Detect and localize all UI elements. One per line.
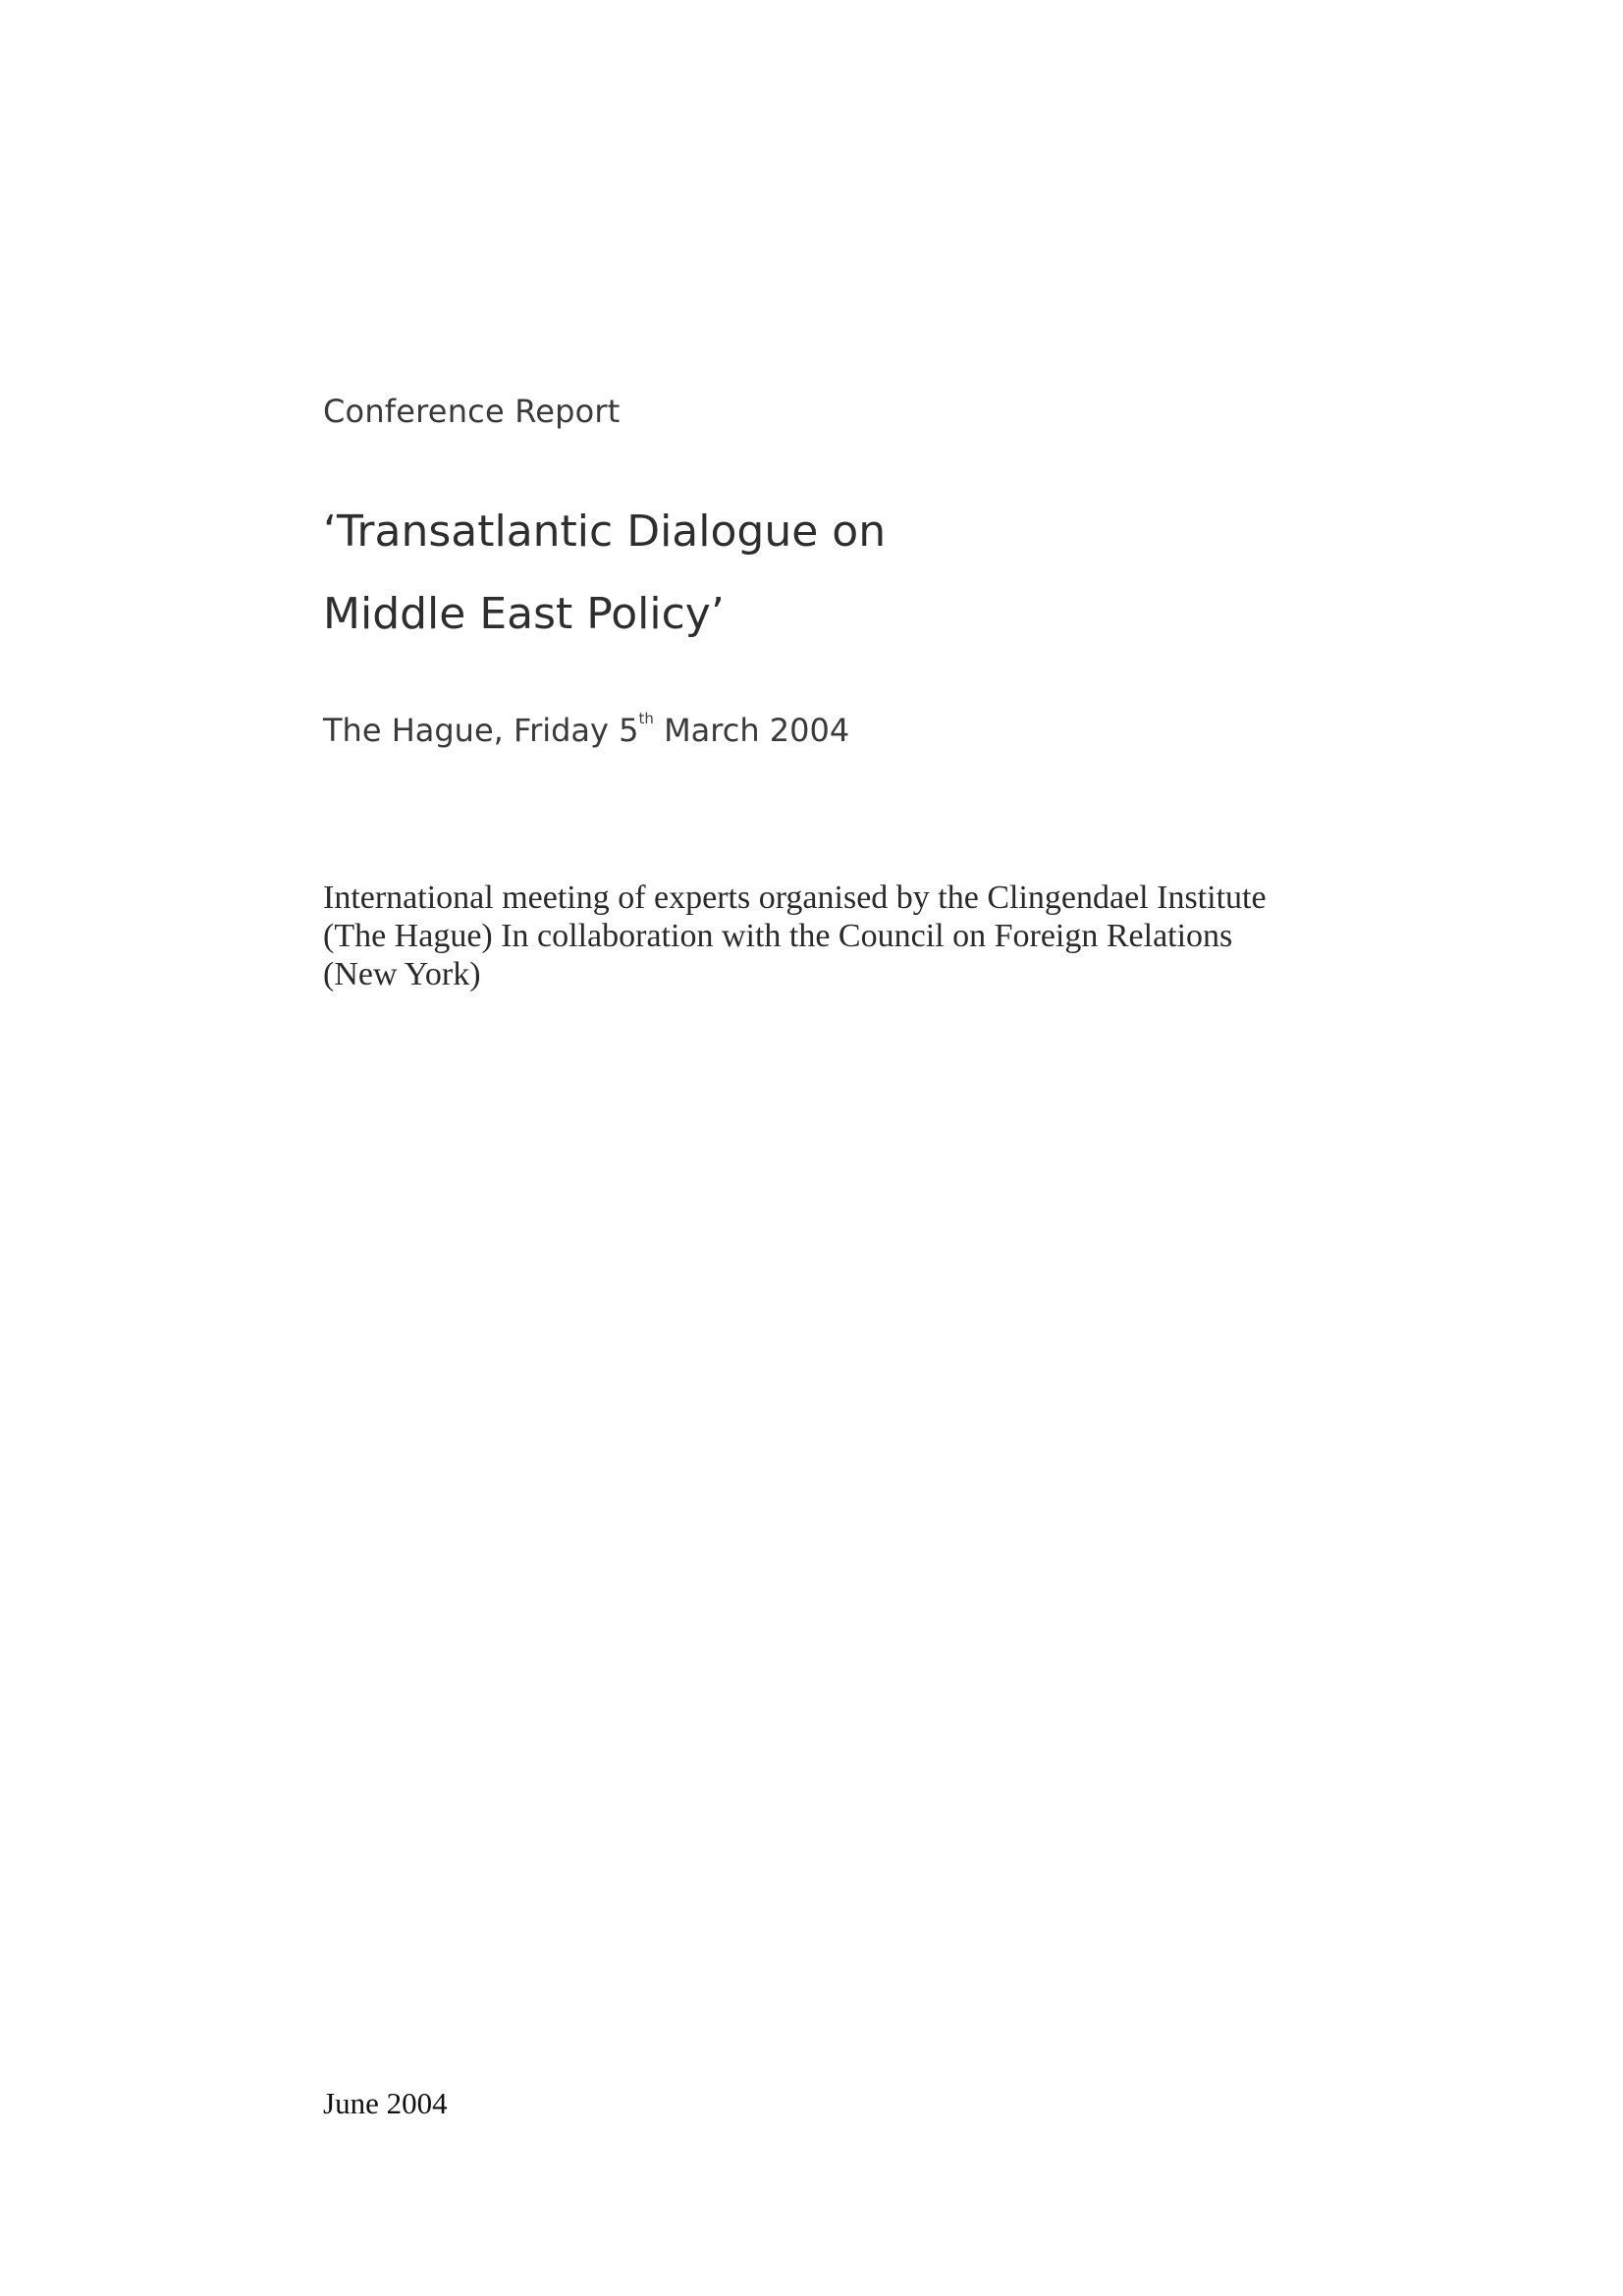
event-date-ordinal: th xyxy=(638,710,654,727)
description-line: International meeting of experts organised by the Clingendael Institute xyxy=(323,880,1267,916)
meeting-description xyxy=(323,879,1403,993)
report-type-label: Conference Report xyxy=(323,393,621,430)
report-title-line-2: Middle East Policy’ xyxy=(323,589,725,639)
event-location-date xyxy=(323,712,849,749)
publication-date: June 2004 xyxy=(323,2086,448,2120)
event-location-date-prefix: The Hague, Friday 5 xyxy=(323,712,639,749)
description-line: (The Hague) In collaboration with the Council on Foreign Relations xyxy=(323,918,1233,954)
event-location-date-suffix: March 2004 xyxy=(653,712,850,749)
description-line: (New York) xyxy=(323,956,481,992)
report-title-line-1: ‘Transatlantic Dialogue on xyxy=(323,507,887,557)
report-title xyxy=(323,491,886,656)
